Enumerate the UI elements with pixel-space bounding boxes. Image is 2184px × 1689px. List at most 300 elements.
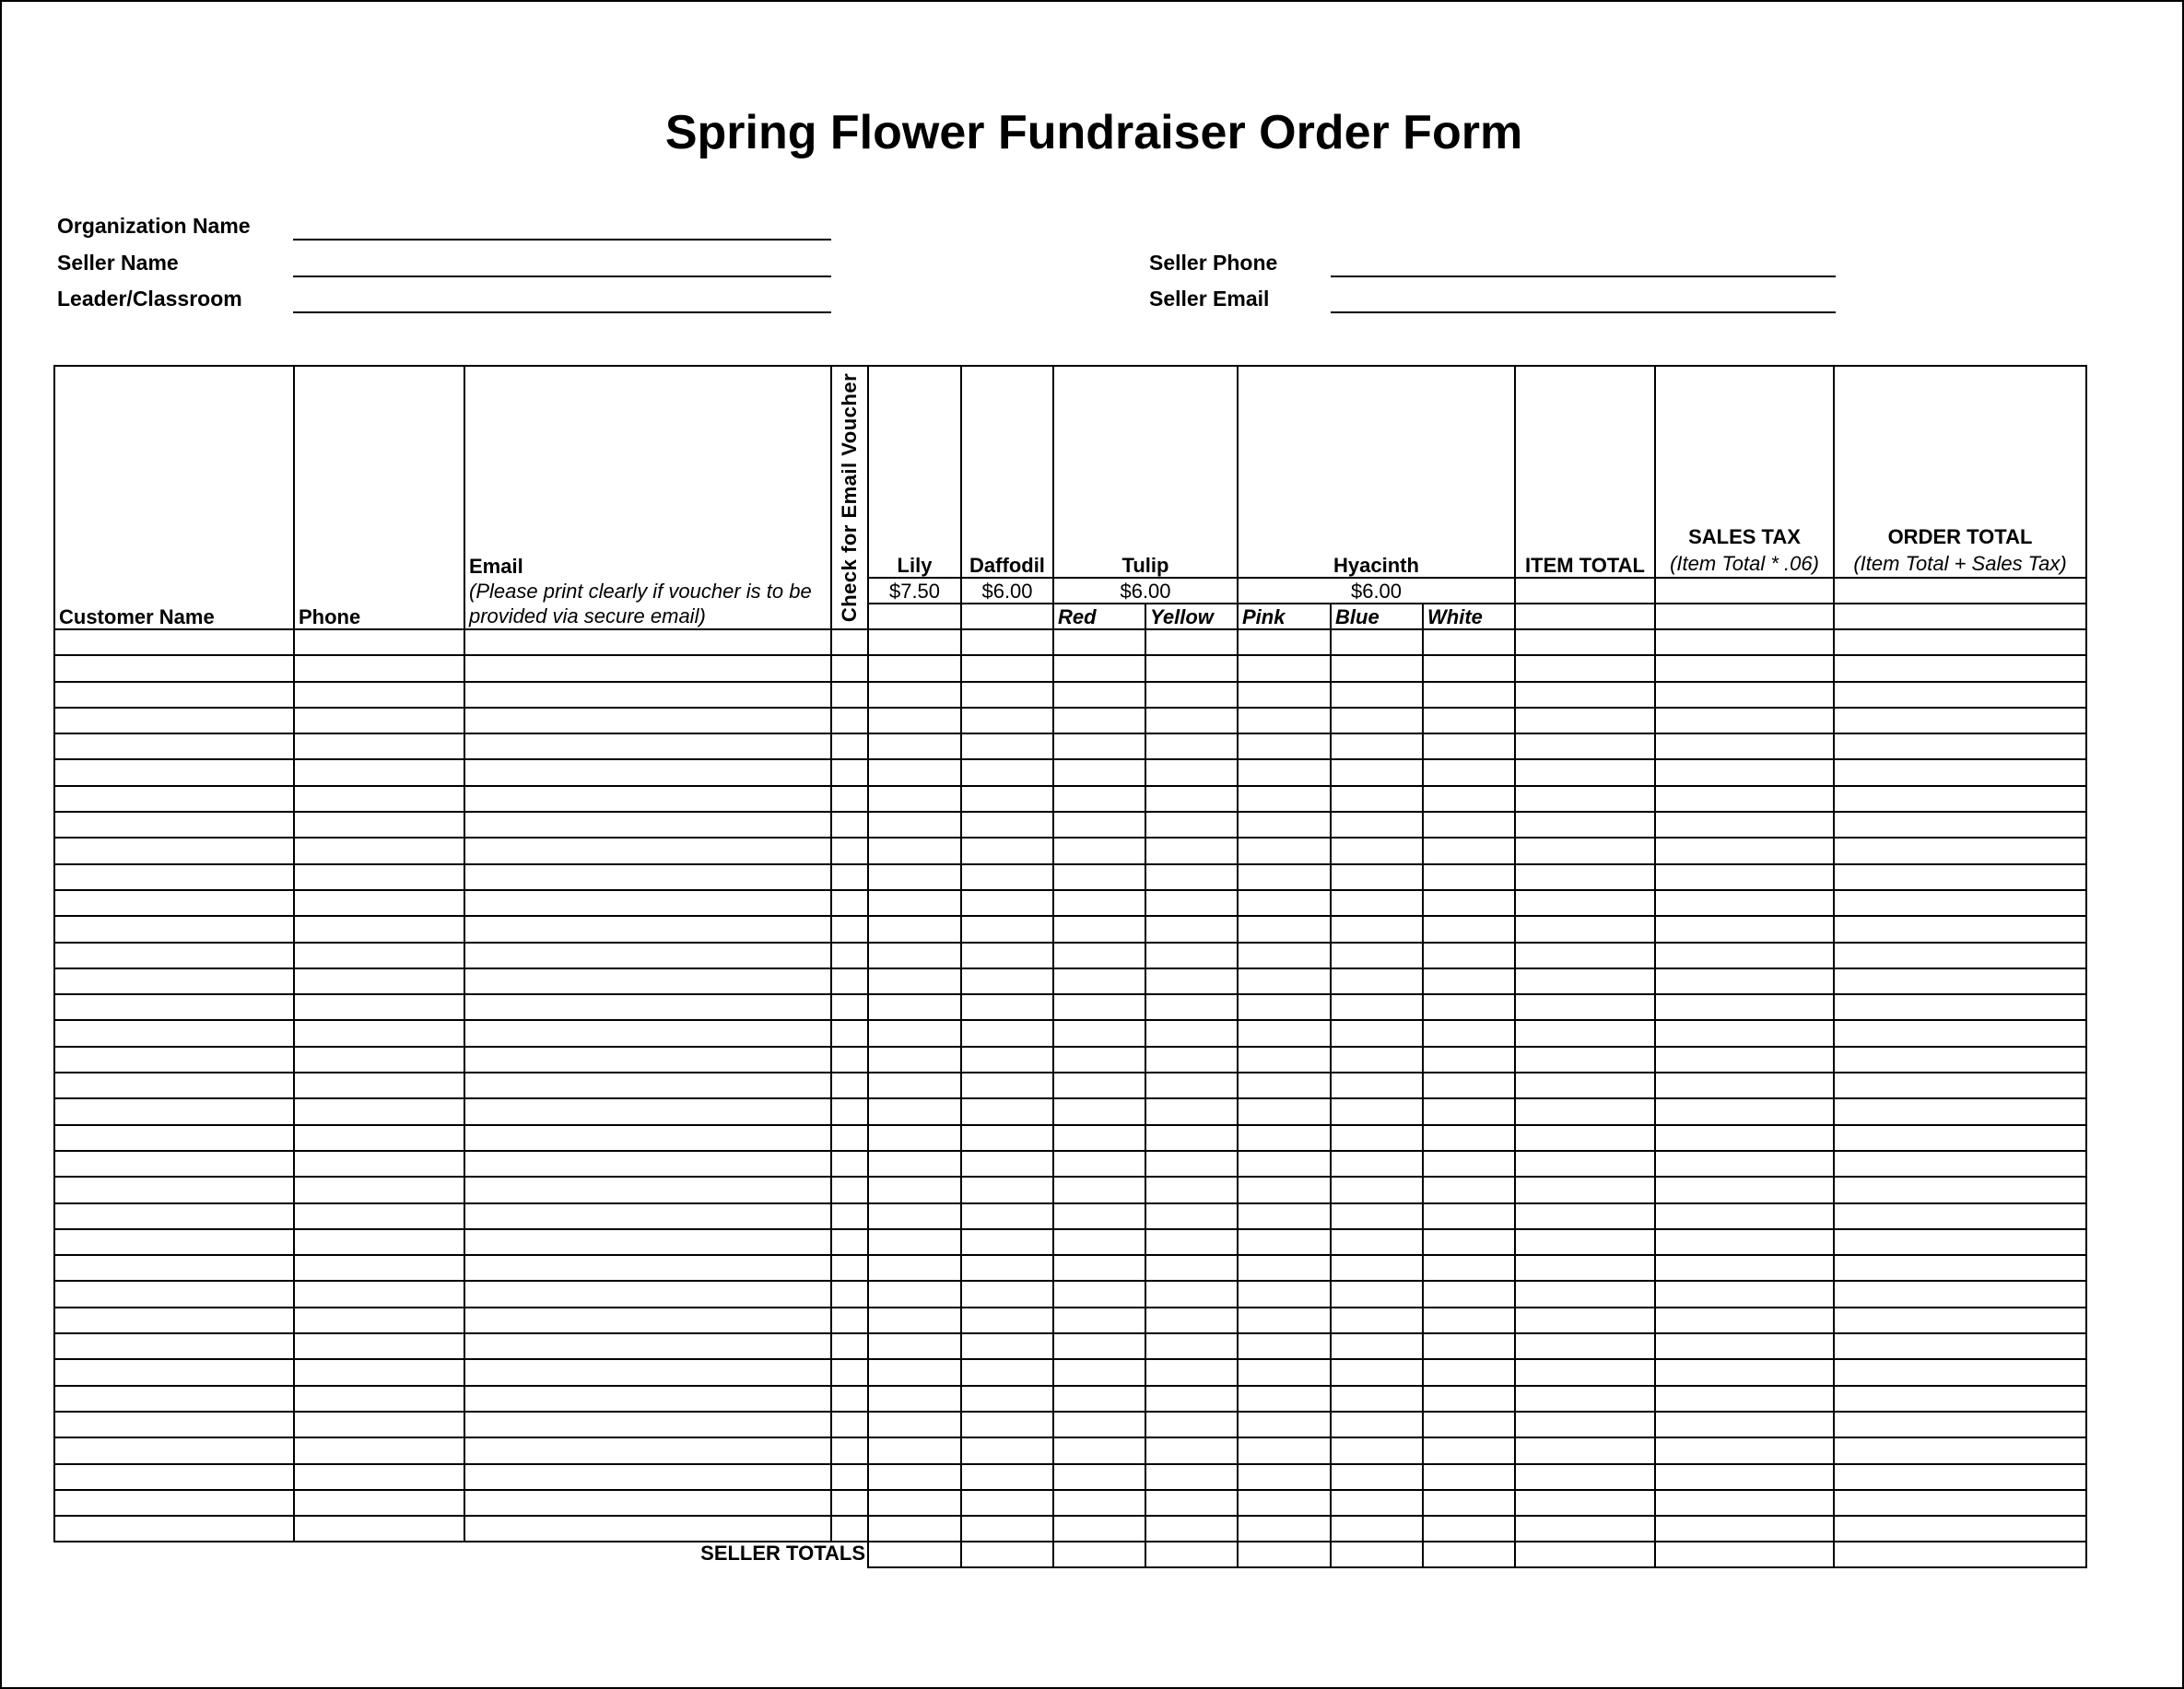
hyacinth-blue-cell[interactable] <box>1331 1490 1423 1516</box>
item-total-cell[interactable] <box>1515 1516 1655 1542</box>
item-total-cell[interactable] <box>1515 786 1655 812</box>
email-cell[interactable] <box>464 1281 831 1307</box>
tulip-yellow-cell[interactable] <box>1145 655 1238 681</box>
sales-tax-cell[interactable] <box>1655 890 1834 916</box>
daffodil-cell[interactable] <box>961 655 1053 681</box>
item-total-cell[interactable] <box>1515 629 1655 655</box>
voucher-check-cell[interactable] <box>831 1203 868 1229</box>
tulip-yellow-cell[interactable] <box>1145 1308 1238 1333</box>
daffodil-cell[interactable] <box>961 994 1053 1020</box>
order-total-cell[interactable] <box>1834 916 2086 942</box>
lily-cell[interactable] <box>868 1229 961 1255</box>
phone-cell[interactable] <box>294 1464 464 1490</box>
email-cell[interactable] <box>464 655 831 681</box>
voucher-check-cell[interactable] <box>831 864 868 890</box>
phone-cell[interactable] <box>294 1437 464 1463</box>
lily-cell[interactable] <box>868 786 961 812</box>
hyacinth-pink-cell[interactable] <box>1238 1073 1331 1098</box>
email-cell[interactable] <box>464 708 831 733</box>
order-total-cell[interactable] <box>1834 1177 2086 1202</box>
tulip-red-cell[interactable] <box>1053 1437 1145 1463</box>
item-total-cell[interactable] <box>1515 733 1655 759</box>
tulip-red-cell[interactable] <box>1053 916 1145 942</box>
lily-cell[interactable] <box>868 864 961 890</box>
hyacinth-white-cell[interactable] <box>1423 838 1515 863</box>
email-cell[interactable] <box>464 1047 831 1073</box>
item-total-cell[interactable] <box>1515 812 1655 838</box>
order-total-cell[interactable] <box>1834 1047 2086 1073</box>
hyacinth-white-cell[interactable] <box>1423 1098 1515 1124</box>
lily-cell[interactable] <box>868 1151 961 1177</box>
order-total-cell[interactable] <box>1834 1359 2086 1385</box>
lily-cell[interactable] <box>868 629 961 655</box>
tulip-red-cell[interactable] <box>1053 1333 1145 1359</box>
email-cell[interactable] <box>464 812 831 838</box>
tulip-yellow-cell[interactable] <box>1145 1255 1238 1281</box>
customer-name-cell[interactable] <box>54 1516 294 1542</box>
email-cell[interactable] <box>464 994 831 1020</box>
tulip-yellow-cell[interactable] <box>1145 733 1238 759</box>
sales-tax-cell[interactable] <box>1655 1308 1834 1333</box>
hyacinth-white-cell[interactable] <box>1423 786 1515 812</box>
hyacinth-white-cell[interactable] <box>1423 1203 1515 1229</box>
hyacinth-blue-cell[interactable] <box>1331 708 1423 733</box>
order-total-cell[interactable] <box>1834 1229 2086 1255</box>
email-cell[interactable] <box>464 864 831 890</box>
daffodil-cell[interactable] <box>961 968 1053 994</box>
item-total-cell[interactable] <box>1515 1047 1655 1073</box>
voucher-check-cell[interactable] <box>831 1098 868 1124</box>
sales-tax-cell[interactable] <box>1655 1255 1834 1281</box>
order-total-cell[interactable] <box>1834 994 2086 1020</box>
order-total-cell[interactable] <box>1834 968 2086 994</box>
customer-name-cell[interactable] <box>54 1437 294 1463</box>
lily-cell[interactable] <box>868 759 961 785</box>
voucher-check-cell[interactable] <box>831 629 868 655</box>
hyacinth-pink-cell[interactable] <box>1238 786 1331 812</box>
item-total-cell[interactable] <box>1515 943 1655 968</box>
tulip-red-cell[interactable] <box>1053 864 1145 890</box>
tulip-yellow-cell[interactable] <box>1145 1386 1238 1412</box>
customer-name-cell[interactable] <box>54 759 294 785</box>
item-total-cell[interactable] <box>1515 1386 1655 1412</box>
hyacinth-blue-cell[interactable] <box>1331 733 1423 759</box>
hyacinth-blue-cell[interactable] <box>1331 1281 1423 1307</box>
email-cell[interactable] <box>464 1386 831 1412</box>
daffodil-cell[interactable] <box>961 1464 1053 1490</box>
hyacinth-blue-cell[interactable] <box>1331 1177 1423 1202</box>
daffodil-cell[interactable] <box>961 1386 1053 1412</box>
lily-cell[interactable] <box>868 1308 961 1333</box>
hyacinth-white-cell[interactable] <box>1423 968 1515 994</box>
phone-cell[interactable] <box>294 1125 464 1151</box>
voucher-check-cell[interactable] <box>831 1464 868 1490</box>
sales-tax-cell[interactable] <box>1655 1125 1834 1151</box>
seller-phone-field[interactable] <box>1331 276 1836 277</box>
tulip-red-cell[interactable] <box>1053 1308 1145 1333</box>
phone-cell[interactable] <box>294 1203 464 1229</box>
hyacinth-blue-cell[interactable] <box>1331 864 1423 890</box>
voucher-check-cell[interactable] <box>831 968 868 994</box>
tulip-red-cell[interactable] <box>1053 1281 1145 1307</box>
hyacinth-pink-cell[interactable] <box>1238 1229 1331 1255</box>
daffodil-cell[interactable] <box>961 1255 1053 1281</box>
sales-tax-cell[interactable] <box>1655 943 1834 968</box>
daffodil-cell[interactable] <box>961 1098 1053 1124</box>
email-cell[interactable] <box>464 1490 831 1516</box>
order-total-cell[interactable] <box>1834 864 2086 890</box>
daffodil-cell[interactable] <box>961 1516 1053 1542</box>
tulip-yellow-cell[interactable] <box>1145 1412 1238 1437</box>
customer-name-cell[interactable] <box>54 1229 294 1255</box>
tulip-red-cell[interactable] <box>1053 1073 1145 1098</box>
hyacinth-pink-cell[interactable] <box>1238 1125 1331 1151</box>
hyacinth-white-cell[interactable] <box>1423 1386 1515 1412</box>
customer-name-cell[interactable] <box>54 864 294 890</box>
sales-tax-cell[interactable] <box>1655 1229 1834 1255</box>
voucher-check-cell[interactable] <box>831 1020 868 1046</box>
sales-tax-cell[interactable] <box>1655 1177 1834 1202</box>
tulip-red-cell[interactable] <box>1053 994 1145 1020</box>
phone-cell[interactable] <box>294 968 464 994</box>
customer-name-cell[interactable] <box>54 1333 294 1359</box>
daffodil-cell[interactable] <box>961 1229 1053 1255</box>
tulip-red-cell[interactable] <box>1053 1125 1145 1151</box>
hyacinth-white-cell[interactable] <box>1423 733 1515 759</box>
daffodil-cell[interactable] <box>961 1490 1053 1516</box>
sales-tax-cell[interactable] <box>1655 1386 1834 1412</box>
daffodil-cell[interactable] <box>961 838 1053 863</box>
item-total-cell[interactable] <box>1515 1151 1655 1177</box>
phone-cell[interactable] <box>294 759 464 785</box>
tulip-red-cell[interactable] <box>1053 1151 1145 1177</box>
order-total-cell[interactable] <box>1834 1073 2086 1098</box>
hyacinth-pink-cell[interactable] <box>1238 916 1331 942</box>
phone-cell[interactable] <box>294 708 464 733</box>
phone-cell[interactable] <box>294 1020 464 1046</box>
hyacinth-white-cell[interactable] <box>1423 1359 1515 1385</box>
hyacinth-white-cell[interactable] <box>1423 1333 1515 1359</box>
customer-name-cell[interactable] <box>54 1073 294 1098</box>
hyacinth-pink-cell[interactable] <box>1238 1151 1331 1177</box>
daffodil-cell[interactable] <box>961 1125 1053 1151</box>
hyacinth-pink-cell[interactable] <box>1238 682 1331 708</box>
tulip-red-cell[interactable] <box>1053 838 1145 863</box>
phone-cell[interactable] <box>294 838 464 863</box>
email-cell[interactable] <box>464 1255 831 1281</box>
email-cell[interactable] <box>464 1229 831 1255</box>
tulip-red-cell[interactable] <box>1053 943 1145 968</box>
hyacinth-pink-cell[interactable] <box>1238 1359 1331 1385</box>
item-total-cell[interactable] <box>1515 1125 1655 1151</box>
email-cell[interactable] <box>464 1412 831 1437</box>
hyacinth-white-cell[interactable] <box>1423 1490 1515 1516</box>
sales-tax-cell[interactable] <box>1655 1020 1834 1046</box>
hyacinth-blue-cell[interactable] <box>1331 786 1423 812</box>
tulip-yellow-cell[interactable] <box>1145 1020 1238 1046</box>
lily-cell[interactable] <box>868 655 961 681</box>
hyacinth-white-cell[interactable] <box>1423 1151 1515 1177</box>
voucher-check-cell[interactable] <box>831 994 868 1020</box>
phone-cell[interactable] <box>294 1098 464 1124</box>
email-cell[interactable] <box>464 1464 831 1490</box>
hyacinth-pink-cell[interactable] <box>1238 968 1331 994</box>
lily-cell[interactable] <box>868 1386 961 1412</box>
customer-name-cell[interactable] <box>54 655 294 681</box>
email-cell[interactable] <box>464 759 831 785</box>
hyacinth-blue-cell[interactable] <box>1331 994 1423 1020</box>
item-total-total-cell[interactable] <box>1515 1542 1655 1567</box>
voucher-check-cell[interactable] <box>831 943 868 968</box>
tulip-yellow-cell[interactable] <box>1145 1203 1238 1229</box>
email-cell[interactable] <box>464 1203 831 1229</box>
order-total-cell[interactable] <box>1834 1020 2086 1046</box>
order-total-cell[interactable] <box>1834 943 2086 968</box>
tulip-yellow-cell[interactable] <box>1145 1490 1238 1516</box>
tulip-yellow-cell[interactable] <box>1145 682 1238 708</box>
sales-tax-cell[interactable] <box>1655 1047 1834 1073</box>
customer-name-cell[interactable] <box>54 1464 294 1490</box>
hyacinth-white-cell[interactable] <box>1423 1255 1515 1281</box>
voucher-check-cell[interactable] <box>831 682 868 708</box>
tulip-yellow-cell[interactable] <box>1145 994 1238 1020</box>
phone-cell[interactable] <box>294 1412 464 1437</box>
daffodil-cell[interactable] <box>961 1437 1053 1463</box>
order-total-cell[interactable] <box>1834 655 2086 681</box>
lily-cell[interactable] <box>868 1359 961 1385</box>
hyacinth-blue-cell[interactable] <box>1331 1229 1423 1255</box>
voucher-check-cell[interactable] <box>831 733 868 759</box>
email-cell[interactable] <box>464 890 831 916</box>
phone-cell[interactable] <box>294 1073 464 1098</box>
hyacinth-pink-cell[interactable] <box>1238 1255 1331 1281</box>
hyacinth-pink-cell[interactable] <box>1238 890 1331 916</box>
hyacinth-pink-cell[interactable] <box>1238 708 1331 733</box>
item-total-cell[interactable] <box>1515 838 1655 863</box>
customer-name-cell[interactable] <box>54 1386 294 1412</box>
sales-tax-cell[interactable] <box>1655 1333 1834 1359</box>
customer-name-cell[interactable] <box>54 994 294 1020</box>
lily-cell[interactable] <box>868 1412 961 1437</box>
tulip-red-cell[interactable] <box>1053 629 1145 655</box>
tulip-red-cell[interactable] <box>1053 1490 1145 1516</box>
email-cell[interactable] <box>464 682 831 708</box>
sales-tax-cell[interactable] <box>1655 1490 1834 1516</box>
hyacinth-white-cell[interactable] <box>1423 994 1515 1020</box>
sales-tax-cell[interactable] <box>1655 1098 1834 1124</box>
voucher-check-cell[interactable] <box>831 708 868 733</box>
daffodil-cell[interactable] <box>961 1308 1053 1333</box>
sales-tax-cell[interactable] <box>1655 1516 1834 1542</box>
lily-cell[interactable] <box>868 1098 961 1124</box>
hyacinth-pink-cell[interactable] <box>1238 1047 1331 1073</box>
tulip-red-cell[interactable] <box>1053 655 1145 681</box>
hyacinth-pink-cell[interactable] <box>1238 1203 1331 1229</box>
voucher-check-cell[interactable] <box>831 759 868 785</box>
email-cell[interactable] <box>464 1516 831 1542</box>
tulip-yellow-cell[interactable] <box>1145 1333 1238 1359</box>
hyacinth-blue-cell[interactable] <box>1331 943 1423 968</box>
order-total-cell[interactable] <box>1834 733 2086 759</box>
phone-cell[interactable] <box>294 890 464 916</box>
tulip-red-cell[interactable] <box>1053 1516 1145 1542</box>
hyacinth-blue-cell[interactable] <box>1331 1333 1423 1359</box>
hyacinth-white-cell[interactable] <box>1423 708 1515 733</box>
tulip-yellow-cell[interactable] <box>1145 708 1238 733</box>
hyacinth-white-cell[interactable] <box>1423 1020 1515 1046</box>
tulip-red-cell[interactable] <box>1053 1255 1145 1281</box>
tulip-yellow-cell[interactable] <box>1145 1464 1238 1490</box>
hyacinth-blue-cell[interactable] <box>1331 1386 1423 1412</box>
item-total-cell[interactable] <box>1515 759 1655 785</box>
daffodil-cell[interactable] <box>961 1151 1053 1177</box>
hyacinth-white-cell[interactable] <box>1423 655 1515 681</box>
phone-cell[interactable] <box>294 1516 464 1542</box>
voucher-check-cell[interactable] <box>831 1412 868 1437</box>
sales-tax-cell[interactable] <box>1655 916 1834 942</box>
tulip-red-cell[interactable] <box>1053 1098 1145 1124</box>
hyacinth-blue-cell[interactable] <box>1331 1516 1423 1542</box>
hyacinth-blue-cell[interactable] <box>1331 1151 1423 1177</box>
item-total-cell[interactable] <box>1515 1333 1655 1359</box>
customer-name-cell[interactable] <box>54 733 294 759</box>
voucher-check-cell[interactable] <box>831 1151 868 1177</box>
hyacinth-blue-cell[interactable] <box>1331 1412 1423 1437</box>
lily-cell[interactable] <box>868 1073 961 1098</box>
hyacinth-white-cell[interactable] <box>1423 1125 1515 1151</box>
customer-name-cell[interactable] <box>54 812 294 838</box>
customer-name-cell[interactable] <box>54 838 294 863</box>
customer-name-cell[interactable] <box>54 1151 294 1177</box>
lily-cell[interactable] <box>868 890 961 916</box>
tulip-yellow-cell[interactable] <box>1145 1437 1238 1463</box>
hyacinth-blue-cell[interactable] <box>1331 890 1423 916</box>
hyacinth-blue-cell[interactable] <box>1331 1047 1423 1073</box>
customer-name-cell[interactable] <box>54 1255 294 1281</box>
tulip-yellow-cell[interactable] <box>1145 890 1238 916</box>
customer-name-cell[interactable] <box>54 1412 294 1437</box>
sales-tax-cell[interactable] <box>1655 838 1834 863</box>
lily-cell[interactable] <box>868 1125 961 1151</box>
email-cell[interactable] <box>464 1177 831 1202</box>
customer-name-cell[interactable] <box>54 1177 294 1202</box>
phone-cell[interactable] <box>294 943 464 968</box>
tulip-yellow-cell[interactable] <box>1145 1098 1238 1124</box>
hyacinth-pink-cell[interactable] <box>1238 1177 1331 1202</box>
hyacinth-blue-cell[interactable] <box>1331 1125 1423 1151</box>
hyacinth-blue-cell[interactable] <box>1331 1308 1423 1333</box>
item-total-cell[interactable] <box>1515 994 1655 1020</box>
phone-cell[interactable] <box>294 682 464 708</box>
tulip-red-cell[interactable] <box>1053 786 1145 812</box>
tulip-red-cell[interactable] <box>1053 733 1145 759</box>
sales-tax-cell[interactable] <box>1655 759 1834 785</box>
tulip-red-cell[interactable] <box>1053 708 1145 733</box>
order-total-cell[interactable] <box>1834 1490 2086 1516</box>
hyacinth-blue-total-cell[interactable] <box>1331 1542 1423 1567</box>
item-total-cell[interactable] <box>1515 708 1655 733</box>
daffodil-cell[interactable] <box>961 733 1053 759</box>
sales-tax-cell[interactable] <box>1655 708 1834 733</box>
tulip-yellow-cell[interactable] <box>1145 943 1238 968</box>
voucher-check-cell[interactable] <box>831 1047 868 1073</box>
daffodil-total-cell[interactable] <box>961 1542 1053 1567</box>
voucher-check-cell[interactable] <box>831 1255 868 1281</box>
lily-cell[interactable] <box>868 1464 961 1490</box>
hyacinth-pink-cell[interactable] <box>1238 1464 1331 1490</box>
hyacinth-white-cell[interactable] <box>1423 1281 1515 1307</box>
hyacinth-blue-cell[interactable] <box>1331 916 1423 942</box>
customer-name-cell[interactable] <box>54 708 294 733</box>
hyacinth-blue-cell[interactable] <box>1331 1020 1423 1046</box>
hyacinth-white-total-cell[interactable] <box>1423 1542 1515 1567</box>
email-cell[interactable] <box>464 1308 831 1333</box>
hyacinth-pink-cell[interactable] <box>1238 1516 1331 1542</box>
hyacinth-white-cell[interactable] <box>1423 916 1515 942</box>
hyacinth-pink-cell[interactable] <box>1238 629 1331 655</box>
customer-name-cell[interactable] <box>54 890 294 916</box>
tulip-red-cell[interactable] <box>1053 968 1145 994</box>
tulip-yellow-cell[interactable] <box>1145 968 1238 994</box>
item-total-cell[interactable] <box>1515 1229 1655 1255</box>
hyacinth-pink-cell[interactable] <box>1238 943 1331 968</box>
order-total-cell[interactable] <box>1834 1437 2086 1463</box>
phone-cell[interactable] <box>294 1359 464 1385</box>
voucher-check-cell[interactable] <box>831 916 868 942</box>
phone-cell[interactable] <box>294 1490 464 1516</box>
hyacinth-pink-cell[interactable] <box>1238 759 1331 785</box>
order-total-cell[interactable] <box>1834 708 2086 733</box>
lily-cell[interactable] <box>868 1333 961 1359</box>
phone-cell[interactable] <box>294 629 464 655</box>
item-total-cell[interactable] <box>1515 1203 1655 1229</box>
hyacinth-pink-total-cell[interactable] <box>1238 1542 1331 1567</box>
voucher-check-cell[interactable] <box>831 1359 868 1385</box>
customer-name-cell[interactable] <box>54 786 294 812</box>
daffodil-cell[interactable] <box>961 812 1053 838</box>
sales-tax-total-cell[interactable] <box>1655 1542 1834 1567</box>
organization-name-field[interactable] <box>293 239 831 240</box>
daffodil-cell[interactable] <box>961 890 1053 916</box>
email-cell[interactable] <box>464 1151 831 1177</box>
hyacinth-white-cell[interactable] <box>1423 1229 1515 1255</box>
voucher-check-cell[interactable] <box>831 1073 868 1098</box>
tulip-red-cell[interactable] <box>1053 1229 1145 1255</box>
lily-cell[interactable] <box>868 1177 961 1202</box>
email-cell[interactable] <box>464 1333 831 1359</box>
hyacinth-white-cell[interactable] <box>1423 1464 1515 1490</box>
order-total-cell[interactable] <box>1834 759 2086 785</box>
sales-tax-cell[interactable] <box>1655 1359 1834 1385</box>
hyacinth-white-cell[interactable] <box>1423 759 1515 785</box>
voucher-check-cell[interactable] <box>831 1177 868 1202</box>
hyacinth-blue-cell[interactable] <box>1331 1098 1423 1124</box>
order-total-cell[interactable] <box>1834 1203 2086 1229</box>
voucher-check-cell[interactable] <box>831 1308 868 1333</box>
sales-tax-cell[interactable] <box>1655 1412 1834 1437</box>
leader-classroom-field[interactable] <box>293 311 831 313</box>
order-total-cell[interactable] <box>1834 1255 2086 1281</box>
item-total-cell[interactable] <box>1515 1073 1655 1098</box>
hyacinth-blue-cell[interactable] <box>1331 1203 1423 1229</box>
item-total-cell[interactable] <box>1515 1281 1655 1307</box>
hyacinth-blue-cell[interactable] <box>1331 1255 1423 1281</box>
voucher-check-cell[interactable] <box>831 890 868 916</box>
order-total-cell[interactable] <box>1834 1151 2086 1177</box>
phone-cell[interactable] <box>294 864 464 890</box>
item-total-cell[interactable] <box>1515 1359 1655 1385</box>
item-total-cell[interactable] <box>1515 1098 1655 1124</box>
